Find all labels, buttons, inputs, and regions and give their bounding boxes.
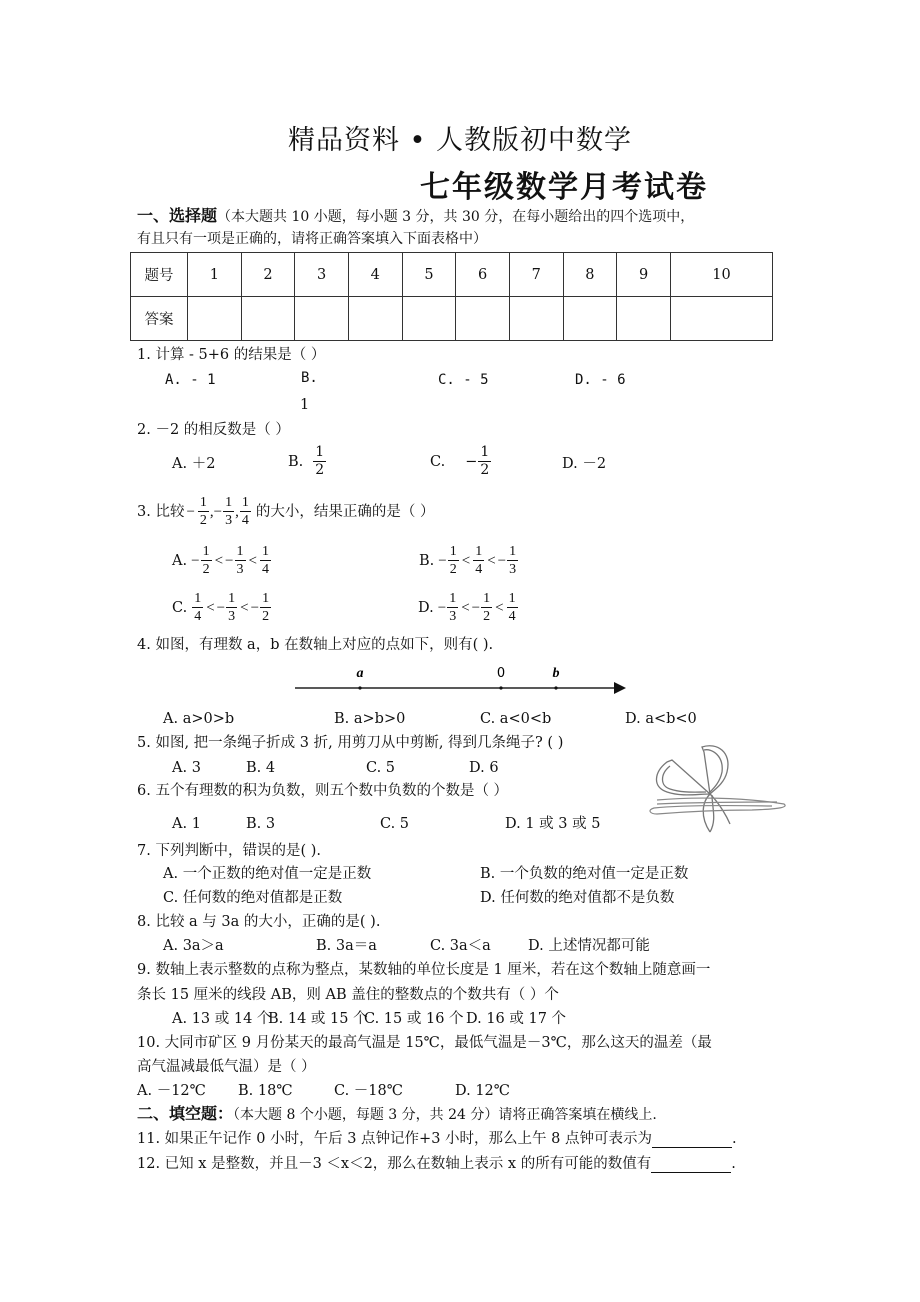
answer-cell[interactable] [617,297,671,341]
q4-option-a: A. a>0>b [163,711,235,727]
scissors-icon [656,746,730,832]
fraction [481,590,492,625]
section1-desc-line1: （本大题共 10 小题，每小题 3 分，共 30 分，在每小题给出的四个选项中， [217,209,695,225]
fraction-numerator: 1 [449,544,457,559]
axis-label-b: b [552,666,560,681]
fraction [240,494,251,529]
table-header-cell: 6 [456,253,510,297]
fraction [235,543,246,578]
table-header-cell: 1 [188,253,242,297]
fraction-denominator: 4 [508,609,516,624]
q10-option-b: B. 18℃ [238,1083,293,1099]
q6-option-a: A. 1 [172,816,201,832]
fraction [192,590,203,625]
table-header-cell: 3 [295,253,349,297]
q10-option-d: D. 12℃ [455,1083,510,1099]
q1-option-b: B. [301,370,318,386]
fraction [260,543,271,578]
q3-option-c [172,590,272,625]
minus-sign: − [465,453,478,470]
fraction [473,543,484,578]
q2-option-d: D. －2 [562,456,607,472]
period: . [731,1156,736,1172]
q3-option-d [418,590,519,625]
fraction-numerator: 1 [475,544,483,559]
minus-sign: − [497,552,507,569]
minus-sign: − [216,599,226,616]
minus-sign: − [471,599,481,616]
q6-option-c: C. 5 [380,816,410,832]
fraction-numerator: 1 [509,544,517,559]
q7-option-b: B. 一个负数的绝对值一定是正数 [480,866,689,882]
less-than: < [461,552,471,569]
minus-sign: − [438,552,447,569]
q1-option-d: D. - 6 [575,372,626,388]
point-zero [499,686,502,689]
q5-stem: 5. 如图, 把一条绳子折成 3 折, 用剪刀从中剪断, 得到几条绳子? ( ) [137,735,564,751]
q7-stem: 7. 下列判断中，错误的是( ). [137,843,321,859]
q8-option-d: D. 上述情况都可能 [528,938,650,954]
table-header-cell: 9 [617,253,671,297]
q1-option-b-value: 1 [300,397,310,413]
table-label-answer: 答案 [131,297,188,341]
section2-heading [137,1105,657,1124]
table-header-cell: 5 [402,253,456,297]
q8-stem: 8. 比较 a 与 3a 的大小，正确的是( ). [137,914,381,930]
q4-stem: 4. 如图，有理数 a，b 在数轴上对应的点如下，则有( ). [137,637,494,653]
fraction-denominator: 3 [225,513,233,528]
q2-stem: 2. －2 的相反数是（ ） [137,422,290,438]
q2-option-b [288,444,327,479]
q3-option-a-label: A. [172,552,188,569]
q10-option-a: A. －12℃ [137,1083,206,1099]
section1-title: 一、选择题 [137,206,218,225]
q4-option-c: C. a<0<b [480,711,552,727]
q3-stem-prefix: 3. 比较 [137,503,185,520]
q8-option-c: C. 3a＜a [430,938,491,954]
fraction-one-half [313,444,326,479]
less-than: < [495,599,504,616]
minus-sign: − [213,503,223,520]
fraction [507,590,518,625]
q1-stem: 1. 计算 - 5+6 的结果是（ ） [137,347,326,363]
q5-option-b: B. 4 [246,760,276,776]
number-line-figure [290,660,635,700]
q3-option-a-expr [191,543,272,578]
fraction-denominator: 2 [480,462,490,478]
fraction [507,543,518,578]
answer-cell[interactable] [670,297,772,341]
fraction-denominator: 2 [449,562,457,577]
q11-line [137,1130,737,1148]
q3-stem [137,494,435,529]
q2-option-b-label: B. [288,453,304,470]
answer-cell[interactable] [241,297,295,341]
minus-sign: − [186,503,195,520]
fraction-denominator: 2 [202,562,210,577]
q3-option-b-label: B. [419,552,435,569]
banner-title: 精品资料 • 人教版初中数学 [287,125,633,156]
minus-sign: − [225,552,234,569]
fraction-denominator: 3 [236,562,244,577]
q3-stem-suffix: 的大小，结果正确的是（ ） [255,503,435,520]
fraction-numerator: 1 [225,495,233,510]
q9-option-d: D. 16 或 17 个 [466,1011,567,1027]
fraction-denominator: 2 [483,609,491,624]
answer-cell[interactable] [188,297,242,341]
q8-option-a: A. 3a＞a [163,938,224,954]
q3-option-c-expr [191,590,272,625]
fraction-numerator: 1 [236,544,244,559]
q5-option-a: A. 3 [172,760,201,776]
q12-text: 12. 已知 x 是整数，并且－3 ＜x＜2，那么在数轴上表示 x 的所有可能的数值有 [137,1156,652,1172]
fraction [201,543,212,578]
fraction-denominator: 4 [194,609,202,624]
table-header-cell: 2 [241,253,295,297]
fraction-denominator: 3 [449,609,457,624]
q5-option-c: C. 5 [366,760,396,776]
answer-cell[interactable] [402,297,456,341]
q7-option-d: D. 任何数的绝对值都不是负数 [480,890,675,906]
minus-sign: − [250,599,260,616]
fraction [198,494,209,529]
less-than: < [248,552,257,569]
q9-option-a: A. 13 或 14 个 [172,1011,272,1027]
fraction-denominator: 4 [475,562,483,577]
q6-option-d: D. 1 或 3 或 5 [505,816,601,832]
q5-option-d: D. 6 [469,760,499,776]
fraction-numerator: 1 [228,591,236,606]
fraction [226,590,237,625]
answer-cell[interactable] [563,297,617,341]
fraction-denominator: 2 [315,462,325,478]
fraction-one-half [478,444,491,479]
q3-option-a [172,543,272,578]
comma: , [209,503,214,520]
less-than: < [206,599,215,616]
axis-label-a: a [356,666,364,681]
table-header-cell: 8 [563,253,617,297]
fraction-numerator: 1 [262,591,270,606]
table-label-number: 题号 [131,253,188,297]
answer-cell[interactable] [348,297,402,341]
q9-option-c: C. 15 或 16 个 [364,1011,464,1027]
fraction-numerator: 1 [199,495,207,510]
q11-text: 11. 如果正午记作 0 小时，午后 3 点钟记作+3 小时，那么上午 8 点钟可表示为 [137,1131,652,1147]
less-than: < [240,599,249,616]
answer-cell[interactable] [456,297,510,341]
axis-label-zero: 0 [496,666,506,681]
fraction [223,494,234,529]
fraction [260,590,271,625]
fraction-denominator: 2 [199,513,207,528]
fraction-numerator: 1 [449,591,457,606]
q1-option-c: C. - 5 [438,372,489,388]
table-header-cell: 4 [348,253,402,297]
q11-answer-blank[interactable] [652,1133,732,1148]
fraction-numerator: 1 [483,591,491,606]
q6-stem: 6. 五个有理数的积为负数，则五个数中负数的个数是（ ） [137,783,509,799]
point-b [554,686,557,689]
fraction-denominator: 3 [509,562,517,577]
q12-answer-blank[interactable] [651,1158,731,1173]
q2-option-a: A. ＋2 [172,456,216,472]
q9-stem-line1: 9. 数轴上表示整数的点称为整点，某数轴的单位长度是 1 厘米，若在这个数轴上随意画一 [137,962,711,978]
fraction-numerator: 1 [202,544,210,559]
q3-option-b-expr [438,543,519,578]
fraction-denominator: 4 [261,562,269,577]
q4-option-b: B. a>b>0 [334,711,406,727]
less-than: < [214,552,224,569]
q10-stem-line1: 10. 大同市矿区 9 月份某天的最高气温是 15℃，最低气温是－3℃，那么这天的温差（最 [137,1035,712,1051]
q9-stem-line2: 条长 15 厘米的线段 AB，则 AB 盖住的整数点的个数共有（ ）个 [137,987,559,1003]
q7-option-c: C. 任何数的绝对值都是正数 [163,890,343,906]
table-header-cell: 7 [509,253,563,297]
q2-option-c-label: C. [430,453,446,470]
section2-title: 二、填空题： [137,1104,234,1123]
section2-desc: （本大题 8 个小题，每题 3 分，共 24 分）请将正确答案填在横线上. [233,1107,657,1123]
fraction-denominator: 4 [241,513,249,528]
q9-option-b: B. 14 或 15 个 [268,1011,368,1027]
q3-option-b [419,543,519,578]
answer-cell[interactable] [509,297,563,341]
fraction-denominator: 3 [228,609,236,624]
rope-icon [650,798,785,814]
fraction [447,590,458,625]
less-than: < [461,599,470,616]
fraction-numerator: 1 [315,444,325,460]
q4-option-d: D. a<b<0 [625,711,697,727]
table-row-answers [131,297,773,341]
fraction-denominator: 2 [262,609,270,624]
fraction-numerator: 1 [480,444,490,460]
q8-option-b: B. 3a＝a [316,938,377,954]
q6-option-b: B. 3 [246,816,276,832]
fraction-numerator: 1 [241,495,249,510]
answer-table [130,252,773,341]
q3-fraction-list [184,494,251,529]
section1-heading [137,207,694,226]
minus-sign: − [437,599,447,616]
fraction-numerator: 1 [194,591,202,606]
fraction-numerator: 1 [261,544,269,559]
q10-stem-line2: 高气温减最低气温）是（ ） [137,1059,316,1075]
table-row-numbers [131,253,773,297]
table-header-cell: 10 [670,253,772,297]
scissors-rope-illustration [632,742,792,837]
q10-option-c: C. －18℃ [334,1083,403,1099]
section1-desc-line2: 有且只有一项是正确的，请将正确答案填入下面表格中） [137,231,487,247]
fraction [448,543,459,578]
q12-line [137,1155,736,1173]
q1-option-a: A. - 1 [165,372,216,388]
fraction-numerator: 1 [508,591,516,606]
answer-cell[interactable] [295,297,349,341]
minus-sign: − [191,552,200,569]
q2-option-c [430,444,492,479]
arrow-head-icon [614,682,626,694]
q3-option-c-label: C. [172,599,188,616]
page-title: 七年级数学月考试卷 [420,170,708,205]
less-than: < [487,552,496,569]
comma: , [235,503,239,520]
q3-option-d-label: D. [418,599,434,616]
point-a [358,686,361,689]
period: . [731,1131,737,1147]
q7-option-a: A. 一个正数的绝对值一定是正数 [163,866,372,882]
q3-option-d-expr [438,590,519,625]
